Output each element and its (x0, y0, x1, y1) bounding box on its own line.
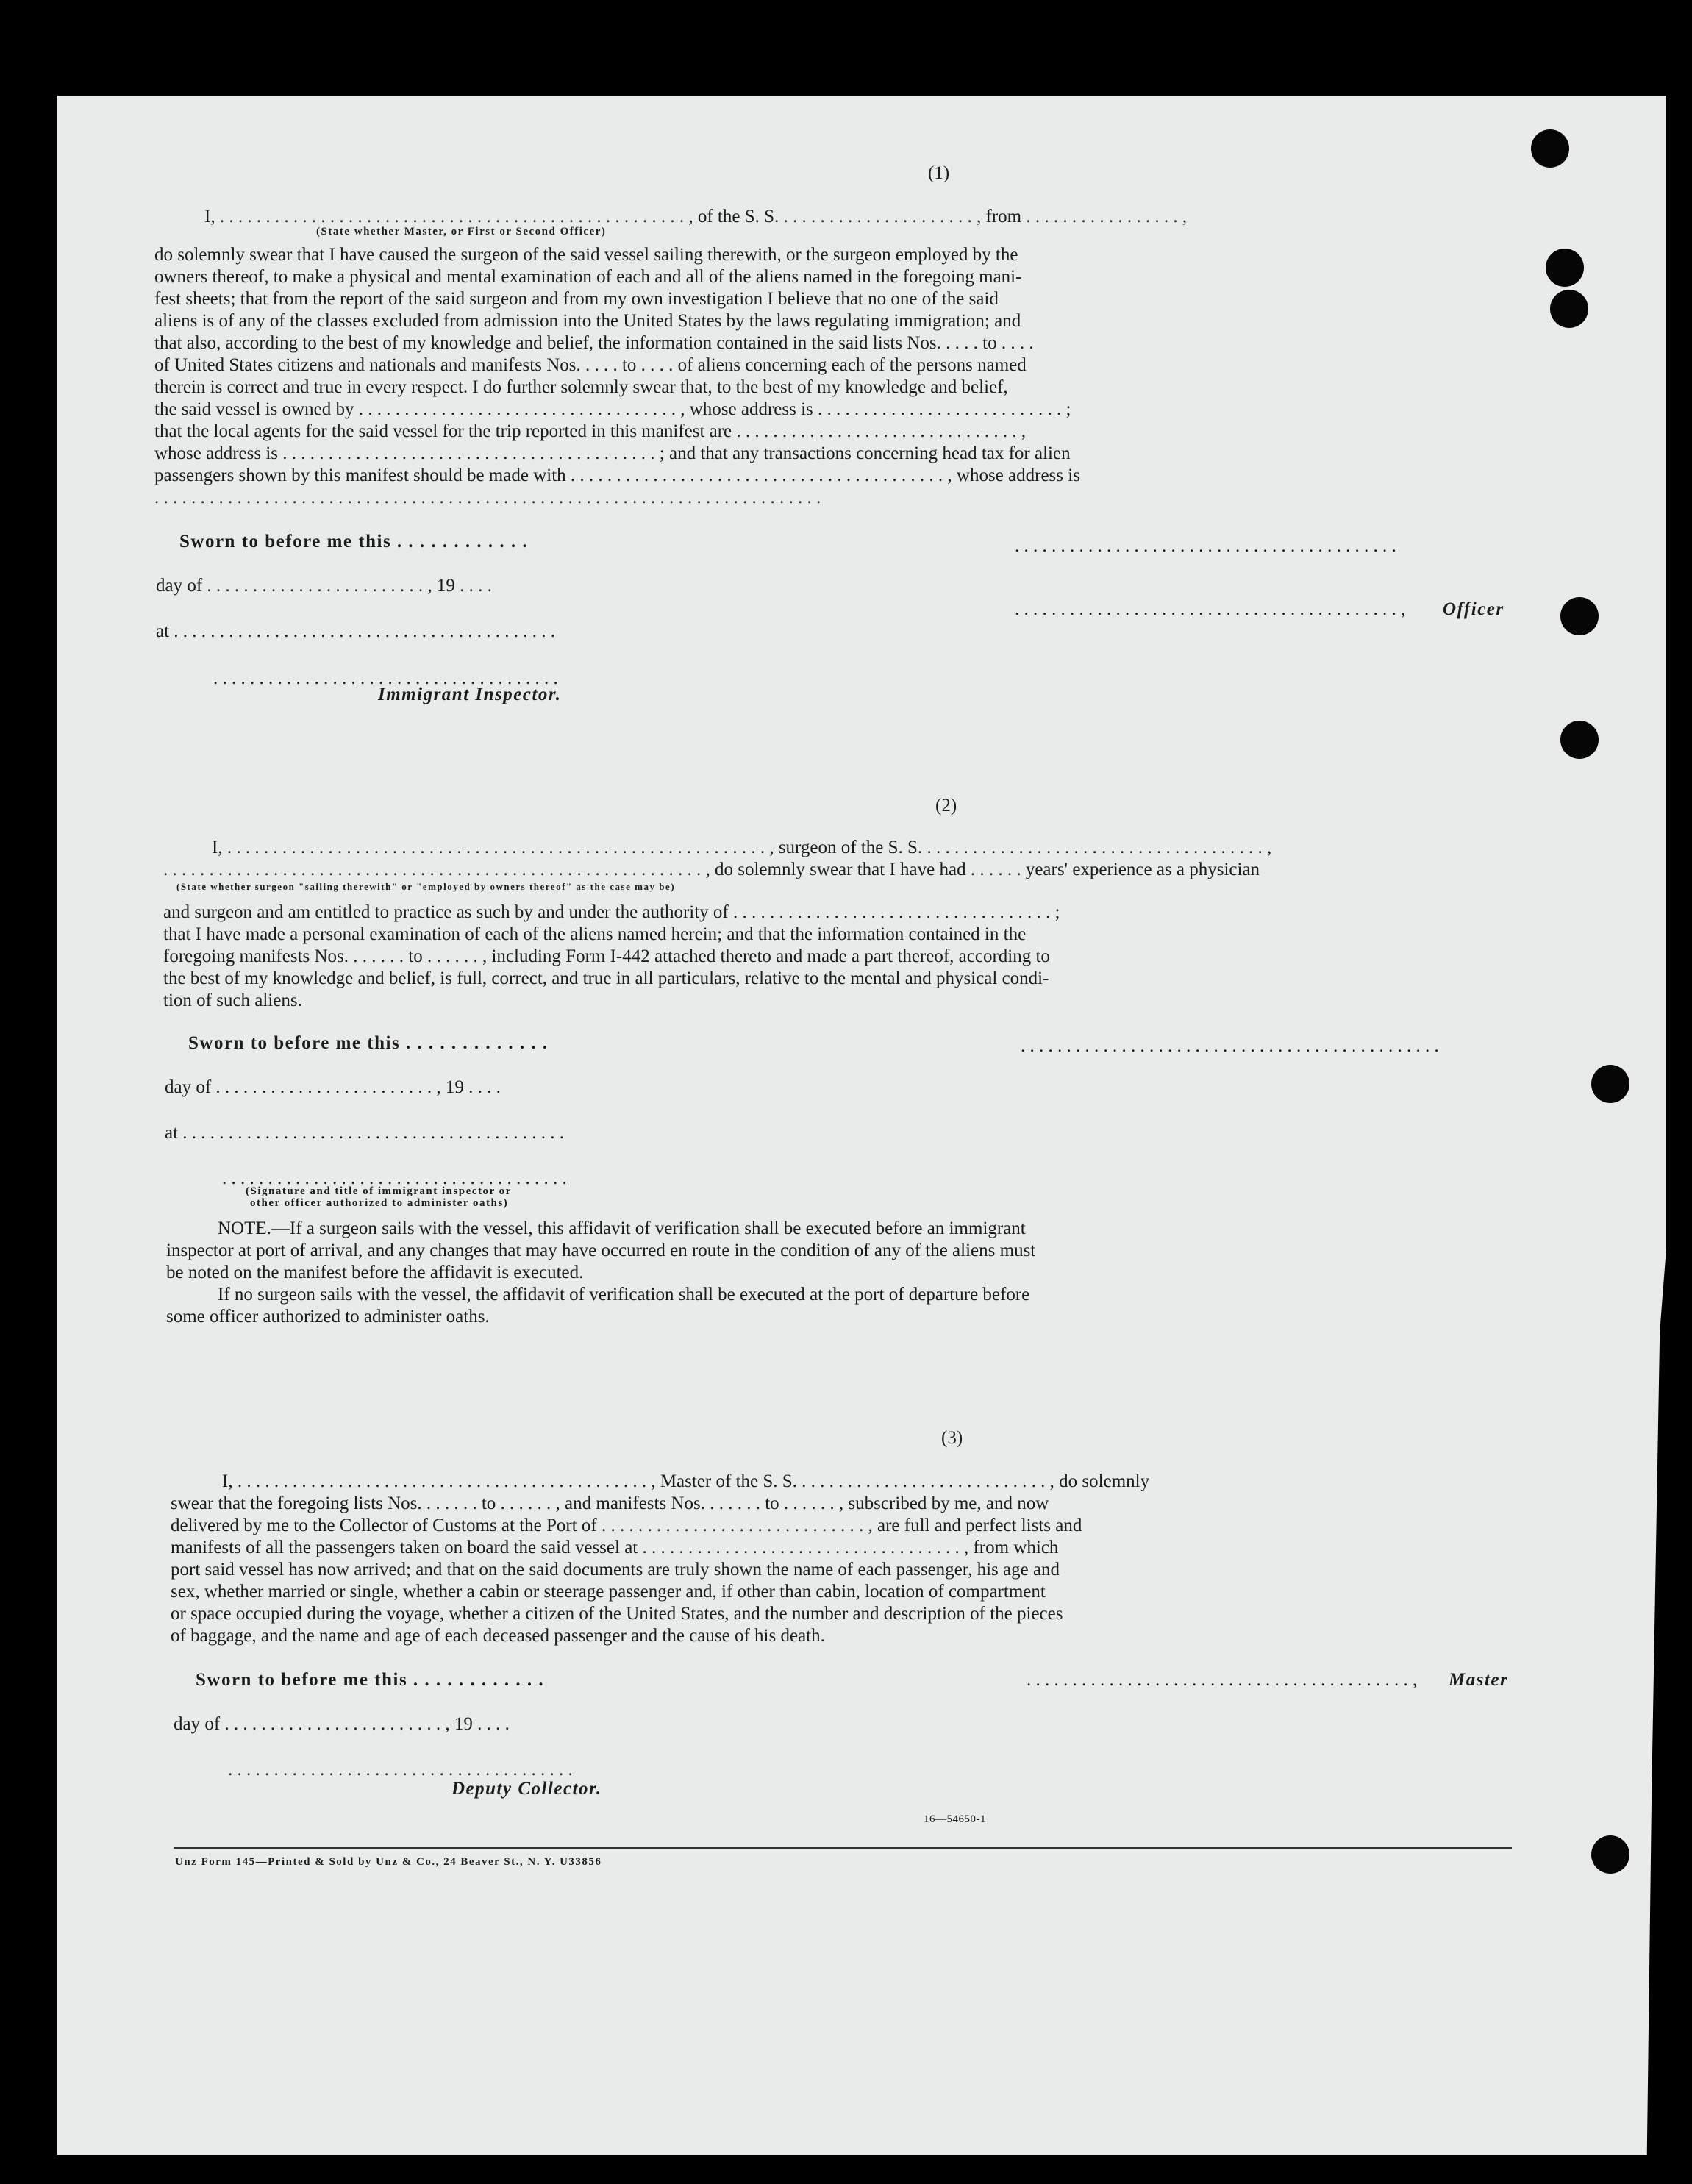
sworn-line: Sworn to before me this . . . . . . . . . . . . . (188, 1033, 549, 1053)
text-line: whose address is . . . . . . . . . . . . . . . . . . . . . . . . . . . . . . . . . . . . . . . . . ; and that any transactions concerning head tax for alien (154, 443, 1071, 463)
text-line: of United States citizens and nationals and manifests Nos. . . . . to . . . . of aliens concerning each of the persons named (154, 355, 1027, 375)
section-2-line-2: . . . . . . . . . . . . . . . . . . . . . . . . . . . . . . . . . . . . . . . . . . . . . . . . . . . . . . . . . . . , do solemnly swear that I have had . . . . . . years' experience as a physician (163, 860, 1260, 879)
text-line: of baggage, and the name and age of each deceased passenger and the cause of his death. (171, 1626, 825, 1646)
master-signature-line: . . . . . . . . . . . . . . . . . . . . . . . . . . . . . . . . . . . . . . . . . . , (1027, 1670, 1418, 1690)
day-of-line: day of . . . . . . . . . . . . . . . . . . . . . . . . , 19 . . . . (174, 1714, 510, 1734)
text-line: owners thereof, to make a physical and mental examination of each and all of the aliens named in the foregoing mani- (154, 267, 1022, 287)
day-of-line: day of . . . . . . . . . . . . . . . . . . . . . . . . , 19 . . . . (156, 576, 492, 596)
text-line: the said vessel is owned by . . . . . . . . . . . . . . . . . . . . . . . . . . . . . . . . . . . , whose address is . . . . . . . . . . . . . . . . . . . . . . . . . . . ; (154, 399, 1071, 419)
section-3-number: (3) (941, 1428, 963, 1448)
punch-hole (1560, 721, 1599, 759)
text-line: aliens is of any of the classes excluded from admission into the United States by the laws regulating immigration; and (154, 311, 1021, 331)
deputy-title: Deputy Collector. (451, 1779, 602, 1799)
text-line: tion of such aliens. (163, 991, 302, 1010)
text-line: foregoing manifests Nos. . . . . . . to . . . . . . , including Form I-442 attached thereto and made a part thereof, according to (163, 946, 1050, 966)
master-title: Master (1449, 1670, 1509, 1690)
at-line: at . . . . . . . . . . . . . . . . . . . . . . . . . . . . . . . . . . . . . . . . . . (165, 1123, 565, 1143)
text-line: inspector at port of arrival, and any changes that may have occurred en route in the condition of any of the aliens must (166, 1241, 1036, 1260)
text-line: port said vessel has now arrived; and that on the said documents are truly shown the name of each passenger, his age and (171, 1560, 1060, 1580)
text-line: fest sheets; that from the report of the said surgeon and from my own investigation I believe that no one of the said (154, 289, 999, 309)
text-line: sex, whether married or single, whether a cabin or steerage passenger and, if other than cabin, location of compartment (171, 1582, 1046, 1602)
text-line: NOTE.—If a surgeon sails with the vessel, this affidavit of verification shall be executed before an immigrant (218, 1218, 1026, 1238)
day-of-line: day of . . . . . . . . . . . . . . . . . . . . . . . . , 19 . . . . (165, 1077, 501, 1097)
deputy-signature-line: . . . . . . . . . . . . . . . . . . . . . . . . . . . . . . . . . . . . . . (228, 1760, 573, 1780)
punch-hole (1560, 597, 1599, 635)
form-code: 16—54650-1 (924, 1813, 986, 1825)
punch-hole (1591, 1065, 1629, 1103)
at-line: at . . . . . . . . . . . . . . . . . . . . . . . . . . . . . . . . . . . . . . . . . . (156, 621, 556, 641)
section-3-body (171, 1471, 1516, 1647)
text-line: be noted on the manifest before the affidavit is executed. (166, 1263, 584, 1282)
section-2-line-1: I, . . . . . . . . . . . . . . . . . . . . . . . . . . . . . . . . . . . . . . . . . . . . . . . . . . . . . . . . . . . , surgeon of the S. S. . . . . . . . . . . . . . . . . . . . . . . . . . . . . . . . . . . . . . , (212, 838, 1272, 857)
text-line: passengers shown by this manifest should be made with . . . . . . . . . . . . . . . . . . . . . . . . . . . . . . . . . . . . . . . . . , whose address is (154, 465, 1080, 485)
text-line: that I have made a personal examination of each of the aliens named herein; and that the information contained in the (163, 924, 1027, 944)
section-2-body (163, 902, 1509, 1012)
punch-hole (1591, 1835, 1629, 1874)
section-2-number: (2) (935, 796, 957, 816)
text-line: that also, according to the best of my knowledge and belief, the information contained in the said lists Nos. . . . . to . . . . (154, 333, 1034, 353)
text-line: do solemnly swear that I have caused the surgeon of the said vessel sailing therewith, or the surgeon employed by the (154, 245, 1018, 265)
inspector-signature-line: . . . . . . . . . . . . . . . . . . . . . . . . . . . . . . . . . . . . . . (213, 668, 558, 688)
sworn-line: Sworn to before me this . . . . . . . . . . . . (196, 1670, 545, 1690)
punch-hole (1550, 290, 1588, 328)
text-line: therein is correct and true in every respect. I do further solemnly swear that, to the best of my knowledge and belief, (154, 377, 1008, 397)
text-line: some officer authorized to administer oaths. (166, 1307, 490, 1327)
text-line: and surgeon and am entitled to practice as such by and under the authority of . . . . . . . . . . . . . . . . . . . . . . . . . . . . . . . . . . . ; (163, 902, 1060, 922)
printer-footer: Unz Form 145—Printed & Sold by Unz & Co., 24 Beaver St., N. Y. U33856 (175, 1856, 602, 1868)
section-1-body (154, 244, 1500, 509)
section-2-note-paragraph (166, 1218, 1512, 1328)
text-line: that the local agents for the said vessel for the trip reported in this manifest are . . . . . . . . . . . . . . . . . . . . . . . . . . . . . . . , (154, 421, 1027, 441)
footer-rule (174, 1847, 1512, 1849)
inspector-title: Immigrant Inspector. (378, 685, 562, 704)
sworn-line: Sworn to before me this . . . . . . . . . . . . (179, 532, 529, 552)
text-line: If no surgeon sails with the vessel, the affidavit of verification shall be executed at the port of departure before (218, 1285, 1030, 1305)
section-2-note: (State whether surgeon "sailing therewith" or "employed by owners thereof" as the case may be) (176, 881, 676, 892)
inspector-signature-line: . . . . . . . . . . . . . . . . . . . . . . . . . . . . . . . . . . . . . . (222, 1168, 567, 1188)
officer-title: Officer (1443, 599, 1504, 619)
section-1-first-line: I, . . . . . . . . . . . . . . . . . . . . . . . . . . . . . . . . . . . . . . . . . . . . . . . . . . . , of the S. S. . . . . . . . . . . . . . . . . . . . . . , from . . . . . . . . . . . . . . . . . , (204, 207, 1188, 226)
surgeon-signature-line: . . . . . . . . . . . . . . . . . . . . . . . . . . . . . . . . . . . . . . . . . . . . . . (1021, 1036, 1439, 1056)
text-line: delivered by me to the Collector of Customs at the Port of . . . . . . . . . . . . . . . . . . . . . . . . . . . . . , are full and perfect lists and (171, 1516, 1082, 1535)
punch-hole (1531, 129, 1569, 168)
text-line: I, . . . . . . . . . . . . . . . . . . . . . . . . . . . . . . . . . . . . . . . . . . . . . , Master of the S. S. . . . . . . . . . . . . . . . . . . . . . . . . . . . , do solemnly (222, 1471, 1150, 1491)
signature-caption: other officer authorized to administer oaths) (250, 1197, 509, 1209)
text-line: . . . . . . . . . . . . . . . . . . . . . . . . . . . . . . . . . . . . . . . . . . . . . . . . . . . . . . . . . . . . . . . . . . . . . . . . . (154, 488, 821, 507)
text-line: the best of my knowledge and belief, is full, correct, and true in all particulars, relative to the mental and physical condi- (163, 968, 1049, 988)
text-line: swear that the foregoing lists Nos. . . . . . . to . . . . . . , and manifests Nos. . . . . . . to . . . . . . , subscribed by me, and now (171, 1494, 1049, 1513)
text-line: manifests of all the passengers taken on board the said vessel at . . . . . . . . . . . . . . . . . . . . . . . . . . . . . . . . . . . , from which (171, 1538, 1059, 1557)
section-1-first-line-note: (State whether Master, or First or Second Officer) (316, 226, 607, 238)
text-line: or space occupied during the voyage, whether a citizen of the United States, and the number and description of the pieces (171, 1604, 1063, 1624)
signature-caption: (Signature and title of immigrant inspector or (246, 1185, 512, 1197)
section-1-number: (1) (928, 163, 950, 183)
officer-signature-line: . . . . . . . . . . . . . . . . . . . . . . . . . . . . . . . . . . . . . . . . . . , (1015, 599, 1406, 619)
punch-hole (1546, 249, 1584, 287)
officer-signature-line-top: . . . . . . . . . . . . . . . . . . . . . . . . . . . . . . . . . . . . . . . . . . (1015, 536, 1396, 556)
